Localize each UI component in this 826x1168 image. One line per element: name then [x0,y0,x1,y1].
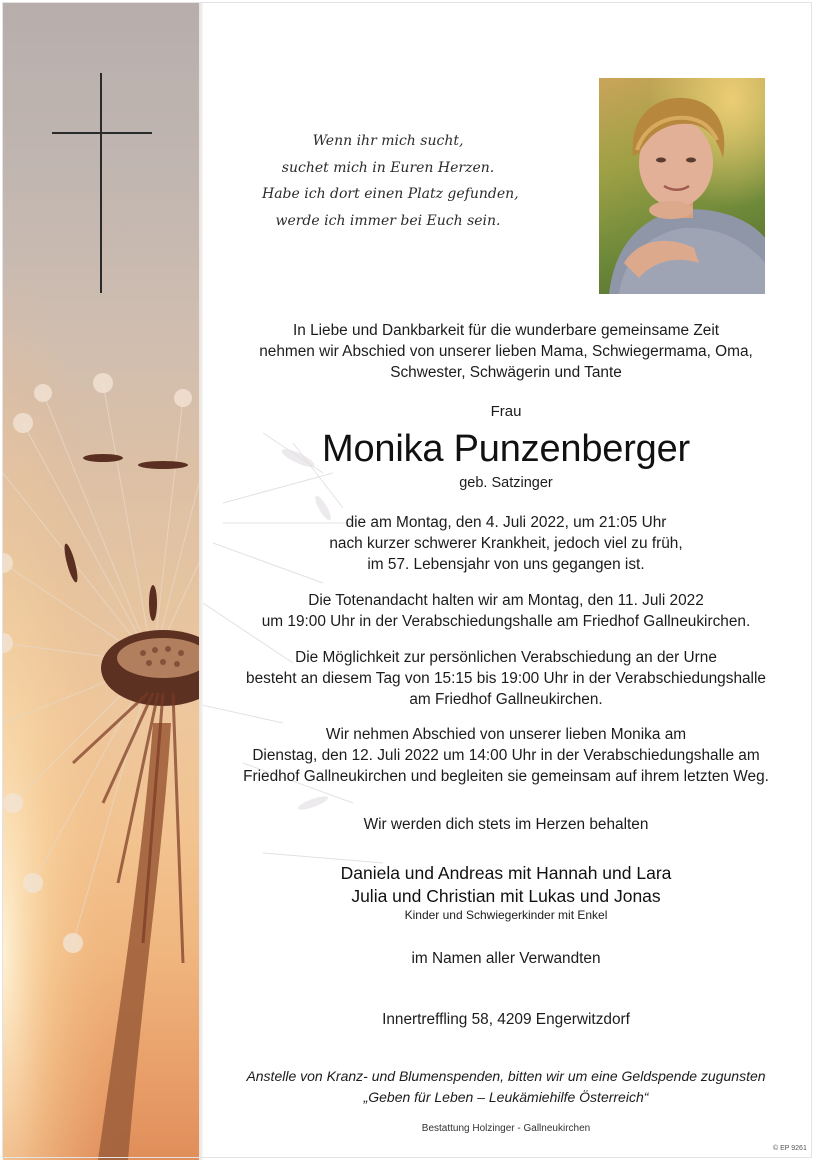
death-line: im 57. Lebensjahr von uns gegangen ist. [367,556,645,573]
prayer-line: um 19:00 Uhr in der Verabschiedungshalle am Friedhof Gallneukirchen. [261,613,751,630]
death-line: die am Montag, den 4. Juli 2022, um 21:05 Uhr [345,514,667,531]
urn-farewell-text [206,647,806,710]
deceased-name: Monika Punzenberger [322,428,690,470]
donation-line: „Geben für Leben – Leukämiehilfe Österreich“ [363,1089,649,1105]
funeral-text [206,724,806,787]
poem-line: werde ich immer bei Euch sein. [275,212,501,229]
funeral-line: Wir nehmen Abschied von unserer lieben Monika am [325,726,687,743]
family-note: Kinder und Schwiegerkinder mit Enkel [404,908,608,922]
funeral-line: Dienstag, den 12. Juli 2022 um 14:00 Uhr in der Verabschiedungshalle am [252,747,760,764]
poem-line: Habe ich dort einen Platz gefunden, [262,186,519,202]
intro-line: In Liebe und Dankbarkeit für die wunderbare gemeinsame Zeit [292,322,720,339]
maiden-name: geb. Satzinger [459,475,553,491]
funeral-line: Friedhof Gallneukirchen und begleiten sie gemeinsam auf ihrem letzten Weg. [243,768,769,785]
intro-text [206,320,806,383]
poem-line: suchet mich in Euren Herzen. [281,159,495,176]
salutation: Frau [490,403,522,420]
death-notice [206,512,806,575]
cross-icon-horizontal [52,132,152,134]
death-line: nach kurzer schwerer Krankheit, jedoch viel zu früh, [329,535,683,552]
relatives-line: im Namen aller Verwandten [411,950,601,967]
memory-line: Wir werden dich stets im Herzen behalten [363,816,649,833]
donation-request [206,1066,806,1108]
family-line: Julia und Christian mit Lukas und Jonas [351,886,661,906]
urn-line: besteht an diesem Tag von 15:15 bis 19:00 Uhr in der Verabschiedungshalle [246,670,766,687]
print-code: © EP 9261 [773,1145,807,1152]
family-line: Daniela und Andreas mit Hannah und Lara [340,863,672,883]
panel-divider [199,3,203,1160]
portrait-photo [599,78,765,294]
prayer-service-text [206,590,806,632]
address: Innertreffling 58, 4209 Engerwitzdorf [382,1011,630,1028]
prayer-line: Die Totenandacht halten wir am Montag, den 11. Juli 2022 [308,592,704,609]
poem [262,128,519,234]
poem-line: Wenn ihr mich sucht, [312,133,464,149]
cross-icon-vertical [100,73,102,293]
family-names [206,862,806,908]
intro-line: nehmen wir Abschied von unserer lieben Mama, Schwiegermama, Oma, [259,343,753,360]
urn-line: Die Möglichkeit zur persönlichen Verabschiedung an der Urne [295,649,717,666]
dandelion-side-panel [3,3,199,1160]
intro-line: Schwester, Schwägerin und Tante [390,364,622,381]
donation-line: Anstelle von Kranz- und Blumenspenden, bitten wir um eine Geldspende zugunsten [246,1068,766,1084]
undertaker: Bestattung Holzinger - Gallneukirchen [421,1123,591,1134]
urn-line: am Friedhof Gallneukirchen. [409,691,603,708]
